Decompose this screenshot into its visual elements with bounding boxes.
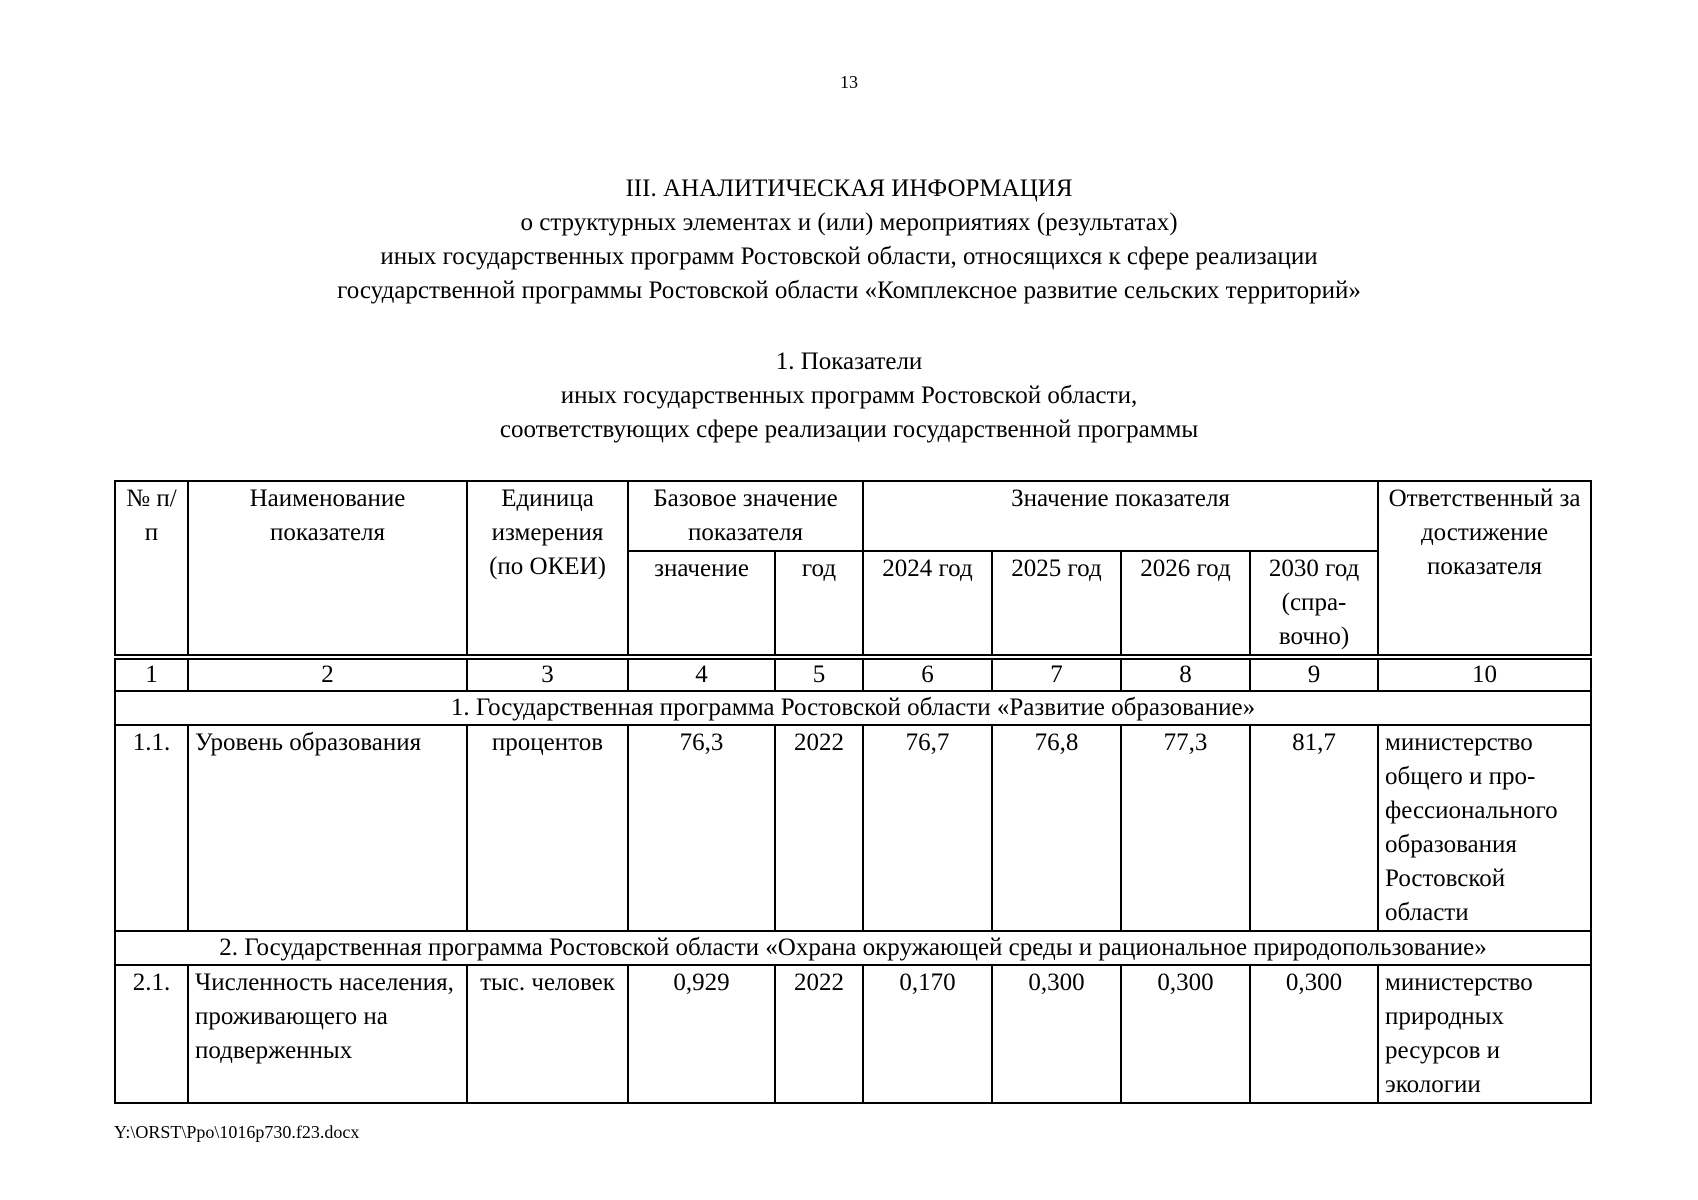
header-base-value: значение [628, 551, 775, 657]
cell-num: 1.1. [115, 725, 188, 931]
cell-2024: 76,7 [863, 725, 992, 931]
header-responsible: Ответственный за достижение показателя [1378, 481, 1591, 657]
cell-name: Численность населения, проживающего на подверженных [188, 965, 467, 1103]
cell-2026: 0,300 [1121, 965, 1250, 1103]
column-number: 8 [1121, 657, 1250, 691]
main-heading-line: иных государственных программ Ростовской области, относящихся к сфере реализации [380, 243, 1318, 270]
cell-base-year: 2022 [775, 725, 863, 931]
main-heading [0, 172, 1698, 308]
header-2030: 2030 год (спра-вочно) [1250, 551, 1378, 657]
cell-base-year: 2022 [775, 965, 863, 1103]
sub-heading-line: 1. Показатели [775, 348, 923, 375]
column-number: 6 [863, 657, 992, 691]
header-row [115, 481, 1591, 551]
column-number: 4 [628, 657, 775, 691]
page-number: 13 [840, 72, 858, 92]
column-number: 2 [188, 657, 467, 691]
indicators-table [114, 480, 1592, 1104]
cell-responsible: министерство природных ресурсов и экологии [1378, 965, 1591, 1103]
cell-2030: 81,7 [1250, 725, 1378, 931]
footer-file-path: Y:\ORST\Ppo\1016p730.f23.docx [114, 1122, 360, 1142]
header-name: Наименование показателя [188, 481, 467, 657]
section-title: 2. Государственная программа Ростовской области «Охрана окружающей среды и рациональное природопользование» [115, 931, 1591, 965]
header-unit: Единица измерения (по ОКЕИ) [467, 481, 628, 657]
sub-heading-line: иных государственных программ Ростовской области, [560, 382, 1138, 409]
header-2025: 2025 год [992, 551, 1121, 657]
sub-heading-line: соответствующих сфере реализации государственной программы [499, 416, 1199, 443]
sub-heading [0, 345, 1698, 447]
cell-2030: 0,300 [1250, 965, 1378, 1103]
cell-2025: 0,300 [992, 965, 1121, 1103]
header-2024: 2024 год [863, 551, 992, 657]
cell-responsible: министерство общего и про-фессионального образования Ростовской области [1378, 725, 1591, 931]
column-number: 5 [775, 657, 863, 691]
cell-base-value: 76,3 [628, 725, 775, 931]
column-number: 9 [1250, 657, 1378, 691]
cell-2025: 76,8 [992, 725, 1121, 931]
header-base-year: год [775, 551, 863, 657]
cell-base-value: 0,929 [628, 965, 775, 1103]
main-heading-line: о структурных элементах и (или) мероприятиях (результатах) [520, 209, 1178, 236]
column-number: 3 [467, 657, 628, 691]
column-number: 10 [1378, 657, 1591, 691]
table-row [115, 965, 1591, 1103]
cell-unit: тыс. человек [467, 965, 628, 1103]
column-number: 7 [992, 657, 1121, 691]
header-values: Значение показателя [863, 481, 1378, 551]
cell-name: Уровень образования [188, 725, 467, 931]
cell-2026: 77,3 [1121, 725, 1250, 931]
header-base: Базовое значение показателя [628, 481, 863, 551]
section-row [115, 691, 1591, 725]
column-number-row [115, 657, 1591, 691]
section-row [115, 931, 1591, 965]
column-number: 1 [115, 657, 188, 691]
main-heading-line: III. АНАЛИТИЧЕСКАЯ ИНФОРМАЦИЯ [625, 175, 1073, 202]
cell-2024: 0,170 [863, 965, 992, 1103]
cell-num: 2.1. [115, 965, 188, 1103]
main-heading-line: государственной программы Ростовской области «Комплексное развитие сельских территорий» [337, 277, 1361, 304]
header-2026: 2026 год [1121, 551, 1250, 657]
section-title: 1. Государственная программа Ростовской области «Развитие образование» [115, 691, 1591, 725]
table-row [115, 725, 1591, 931]
cell-unit: процентов [467, 725, 628, 931]
header-num: № п/п [115, 481, 188, 657]
